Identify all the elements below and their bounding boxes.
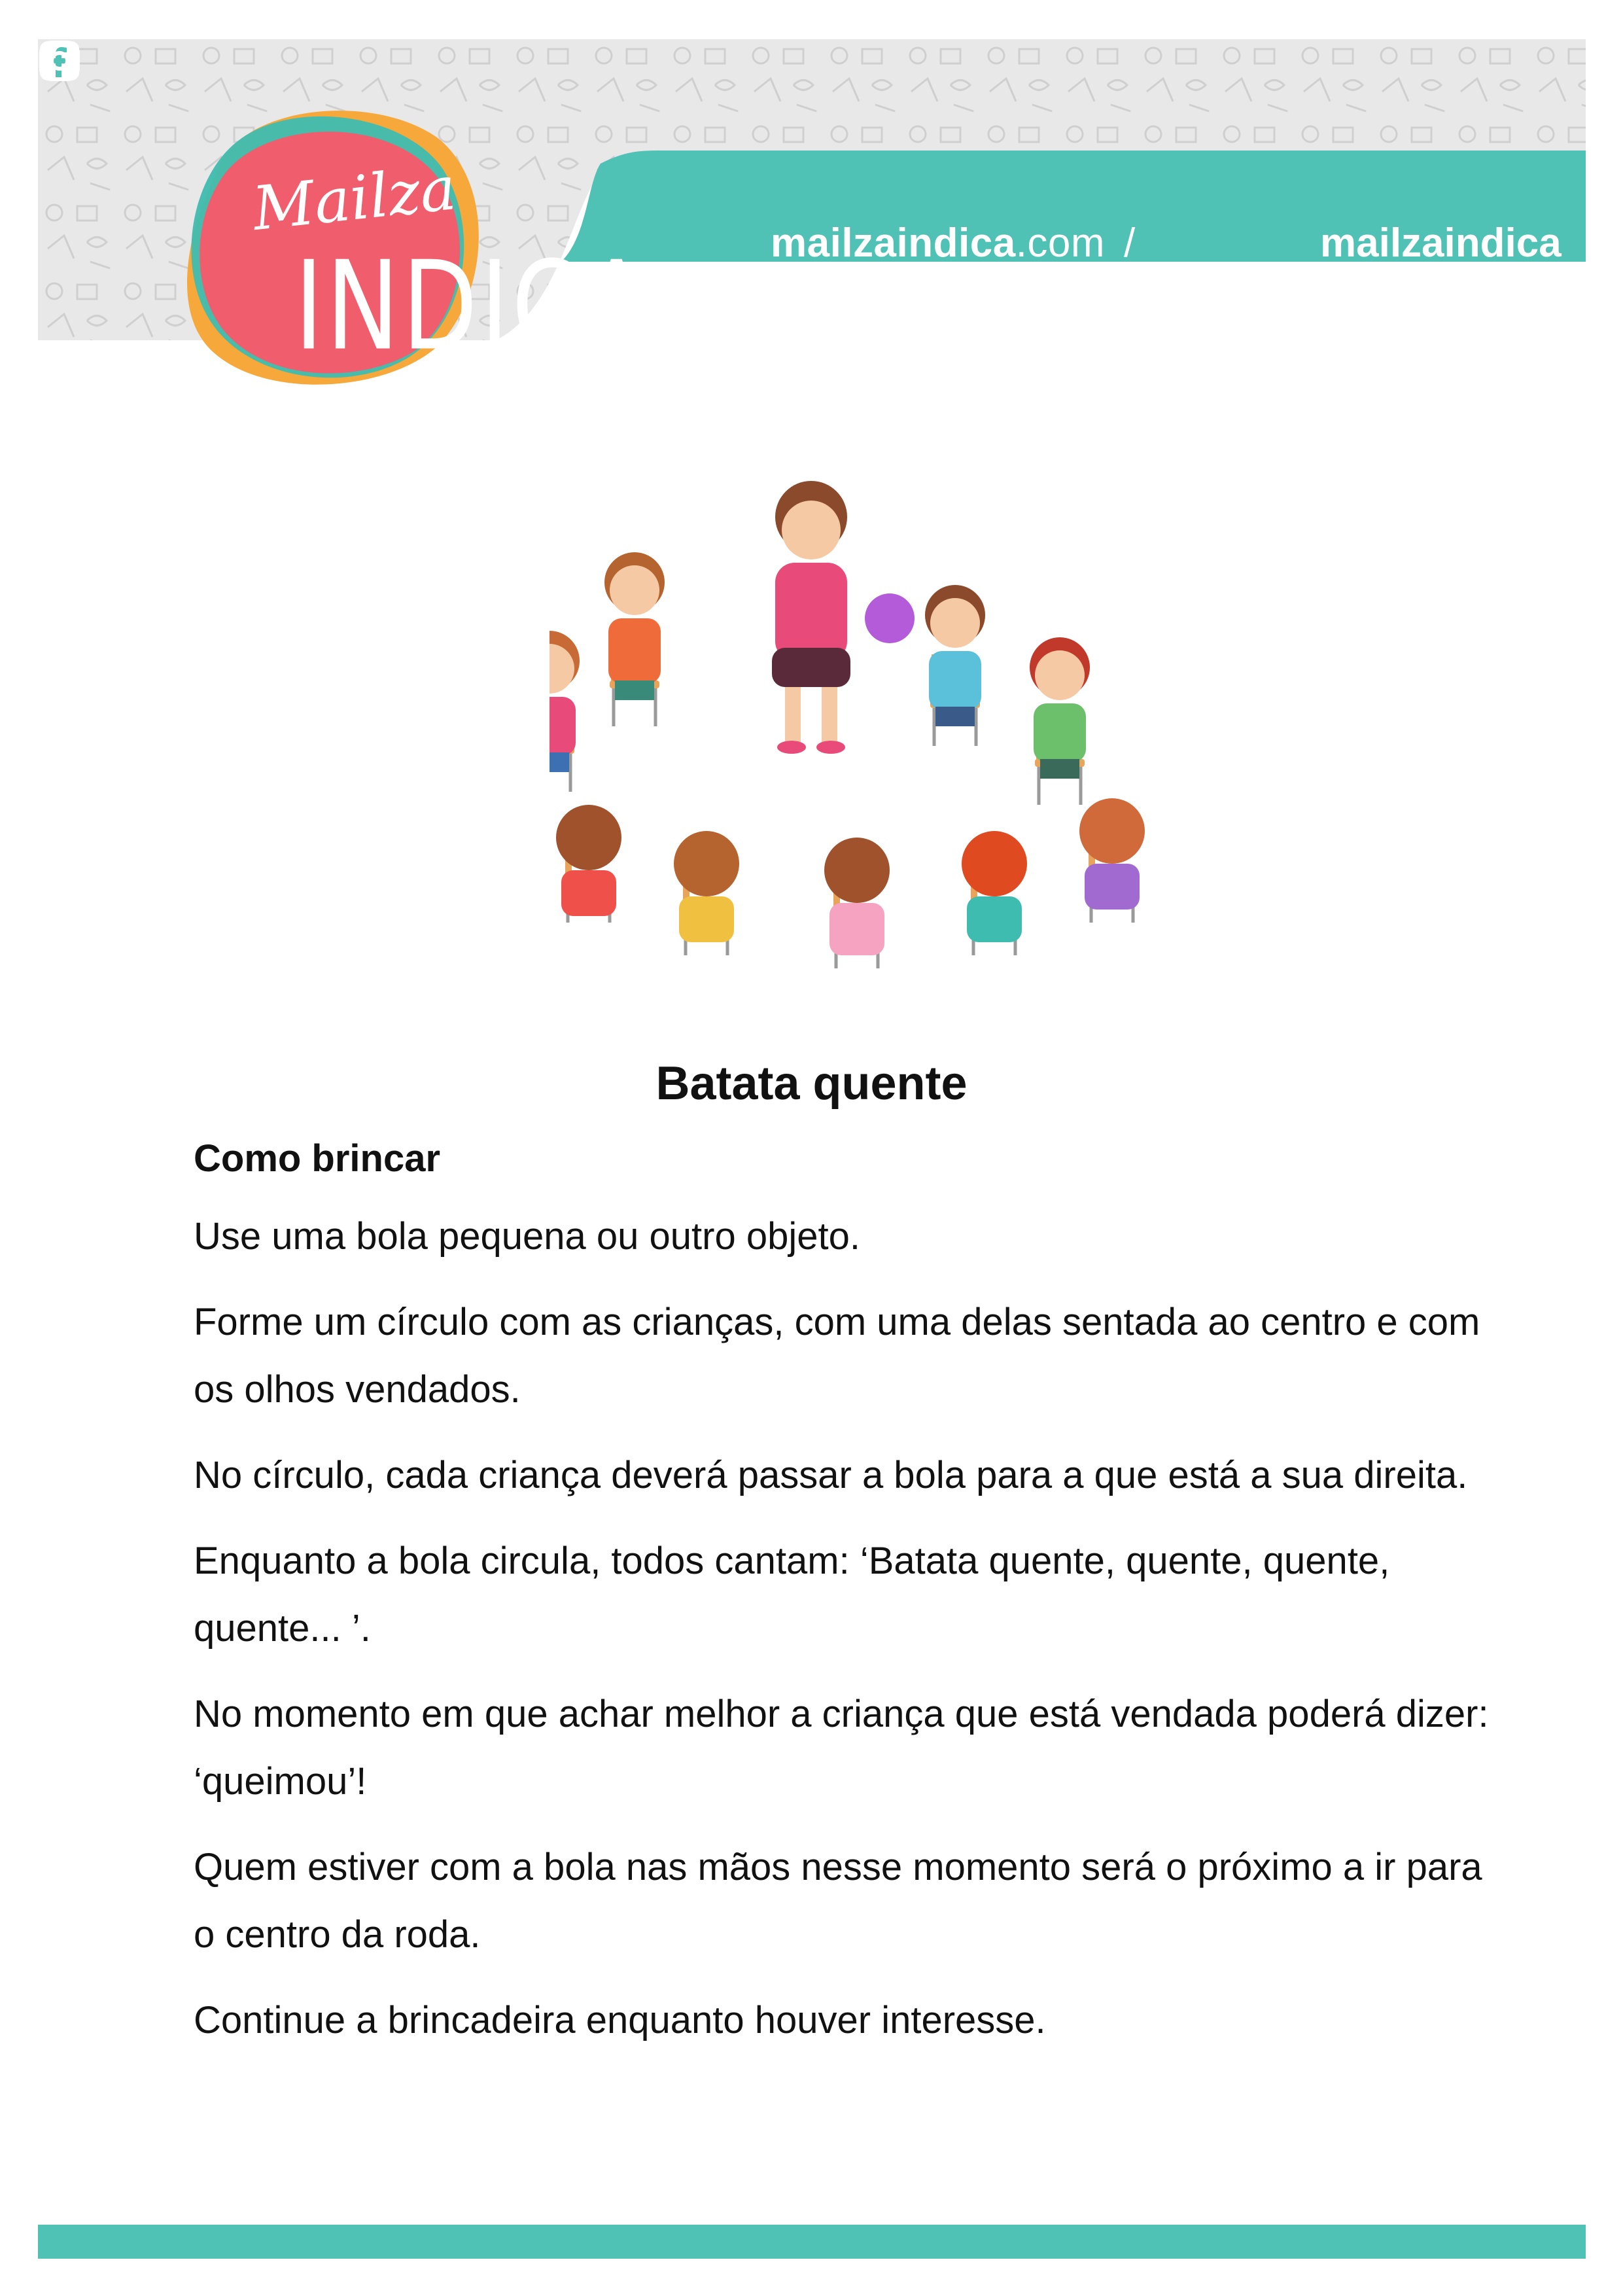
paragraph: Forme um círculo com as crianças, com uma delas sentada ao centro e com os olhos vendados. [194,1301,1480,1411]
paragraph: Quem estiver com a bola nas mãos nesse momento será o próximo a ir para o centro da roda. [194,1846,1482,1956]
logo-script-text: Mailza [249,153,459,244]
logo-main-text: INDICA [294,236,653,378]
children-circle-illustration [550,465,1164,1001]
instagram-icon[interactable] [38,39,81,82]
section-heading: Como brincar [194,1137,441,1180]
header-separator: / [1124,221,1136,266]
paragraph: Use uma bola pequena ou outro objeto. [194,1215,860,1258]
instructions-body [194,1203,1509,2072]
site-url[interactable] [771,220,1105,266]
paragraph: No círculo, cada criança deverá passar a bola para a que está a sua direita. [194,1454,1468,1496]
social-handle[interactable]: mailzaindica [1320,221,1562,266]
paragraph: No momento em que achar melhor a criança que está vendada poderá dizer: ‘queimou’! [194,1693,1489,1803]
paragraph: Enquanto a bola circula, todos cantam: ‘Batata quente, quente, quente, quente... ’. [194,1540,1390,1650]
document-title: Batata quente [655,1057,968,1110]
footer-bar [38,2225,1586,2259]
header-banner [38,39,1586,378]
site-url-tld: .com [1015,221,1106,266]
paragraph: Continue a brincadeira enquanto houver interesse. [194,1999,1046,2041]
site-url-name: mailzaindica [771,221,1016,266]
